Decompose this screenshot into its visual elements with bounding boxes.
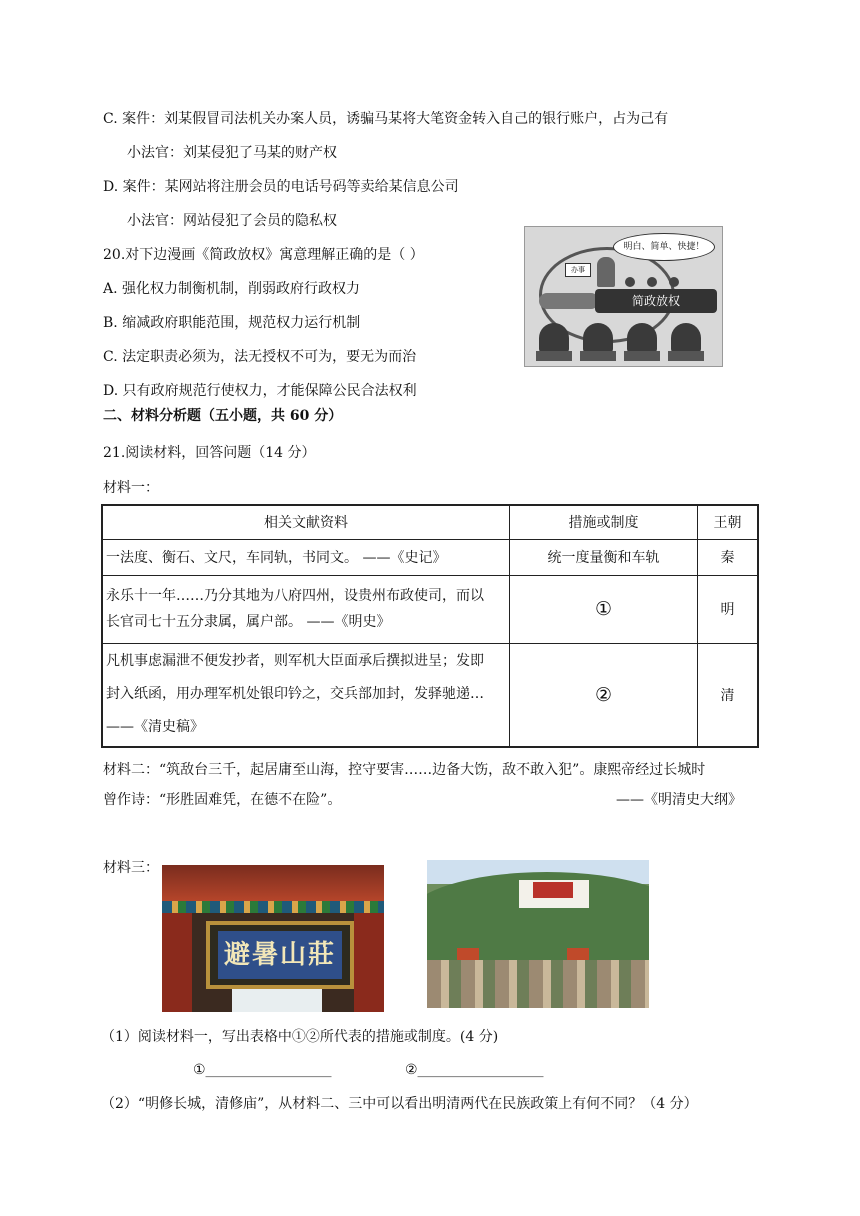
table-cell-line: 一法度、衡石、文尺，车同轨，书同文。 ——《史记》 [106,550,447,566]
table-header-cell: 相关文献资料 [102,505,510,539]
photo-roof [567,948,589,960]
photo-palace-red [533,882,573,898]
q19-option-c: C. 案件：刘某假冒司法机关办案人员，诱骗马某将大笔资金转入自己的银行账户，占为己有 [103,111,669,127]
material1-label: 材料一： [103,480,159,496]
q20-option-c: C. 法定职责必须为，法无授权不可为，要无为而治 [103,349,417,365]
q20-option-a: A. 强化权力制衡机制，削弱政府行政权力 [103,281,361,297]
q19-option-c-judge: 小法官：刘某侵犯了马某的财产权 [127,145,337,161]
material2-line2: 曾作诗：“形胜固难凭，在德不在险”。 [103,792,342,808]
plaque-text: 避暑山莊 [218,931,342,979]
section-title: 二、材料分析题（五小题，共 60 分） [103,408,343,424]
table-cell-measure: 统一度量衡和车轨 [510,539,698,575]
q19-option-d: D. 案件：某网站将注册会员的电话号码等卖给某信息公司 [103,179,459,195]
cartoon-pointing-arm [539,293,599,309]
table-row [102,643,758,747]
cartoon-stamp-base [624,351,660,361]
table-header-cell: 王朝 [698,505,759,539]
table-header-cell: 措施或制度 [510,505,698,539]
material2-line1: 材料二：“筑敌台三千，起居庸至山海，控守要害……边备大饬，敌不敢入犯”。康熙帝经过长城时 [103,762,706,778]
cartoon-step-mark [625,277,635,287]
q19-option-d-judge: 小法官：网站侵犯了会员的隐私权 [127,213,337,229]
cartoon-step-mark [669,277,679,287]
table-cell-dynasty: 秦 [698,539,759,575]
table-row [102,539,758,575]
cartoon-stamp-base [668,351,704,361]
q20-option-b: B. 缩减政府职能范围，规范权力运行机制 [103,315,361,331]
table-cell-line: 永乐十一年……乃分其地为八府四州，设贵州布政使司，而以 [106,588,484,604]
table-cell-dynasty: 清 [698,643,759,747]
table-cell-text [102,575,510,643]
cartoon-paper: 办事 [565,263,591,277]
cartoon-step-mark [647,277,657,287]
table-header-row [102,505,758,539]
photo-pillar [354,913,384,1012]
cartoon-banner: 简政放权 [595,289,717,313]
material2-source: ——《明清史大纲》 [616,792,742,808]
answer-blank-1[interactable]: ①__________________ [193,1062,332,1078]
cartoon-stamp [583,323,613,353]
material1-table [101,504,759,748]
cartoon-speech-bubble: 明白、简单、快捷！ [613,233,715,261]
photo-gate-opening [232,985,322,1012]
table-cell-dynasty: 明 [698,575,759,643]
cartoon-runner-figure [597,257,615,287]
photo-town [427,960,649,1008]
cartoon-stamp [627,323,657,353]
photo-plaque [206,921,354,989]
table-cell-line: 凡机事虑漏泄不便发抄者，则军机大臣面承后撰拟进呈；发即 [106,653,484,670]
table-cell-text [102,539,510,575]
photo-pillar [162,913,192,1012]
cartoon-stamp [671,323,701,353]
table-row [102,575,758,643]
answer-blank-2[interactable]: ②__________________ [405,1062,544,1078]
q21-sub1: （1）阅读材料一，写出表格中①②所代表的措施或制度。(4 分) [101,1029,499,1045]
table-cell-measure: ② [510,643,698,747]
table-cell-measure: ① [510,575,698,643]
table-cell-line: 封入纸函，用办理军机处银印钤之，交兵部加封，发驿驰递… [106,686,484,703]
photo-mountain-resort-plaque [162,865,384,1012]
cartoon-simplify-administration [524,226,723,367]
q20-option-d: D. 只有政府规范行使权力，才能保障公民合法权利 [103,383,417,399]
cartoon-stamp-base [536,351,572,361]
cartoon-stamp-base [580,351,616,361]
q21-stem: 21.阅读材料，回答问题（14 分） [103,445,316,461]
material3-label: 材料三： [103,860,159,876]
photo-temple-on-hill [427,860,649,1008]
cartoon-stamp [539,323,569,353]
photo-roof-beam [162,865,384,901]
photo-roof [457,948,479,960]
table-cell-text [102,643,510,747]
q21-sub2: （2）“明修长城，清修庙”，从材料二、三中可以看出明清两代在民族政策上有何不同？（4 分） [101,1096,698,1112]
table-cell-line: 长官司七十五分隶属，属户部。 ——《明史》 [106,614,391,630]
q20-stem: 20.对下边漫画《简政放权》寓意理解正确的是（ ） [103,247,424,263]
table-cell-line: ——《清史稿》 [106,719,204,736]
photo-painted-decoration [162,901,384,913]
